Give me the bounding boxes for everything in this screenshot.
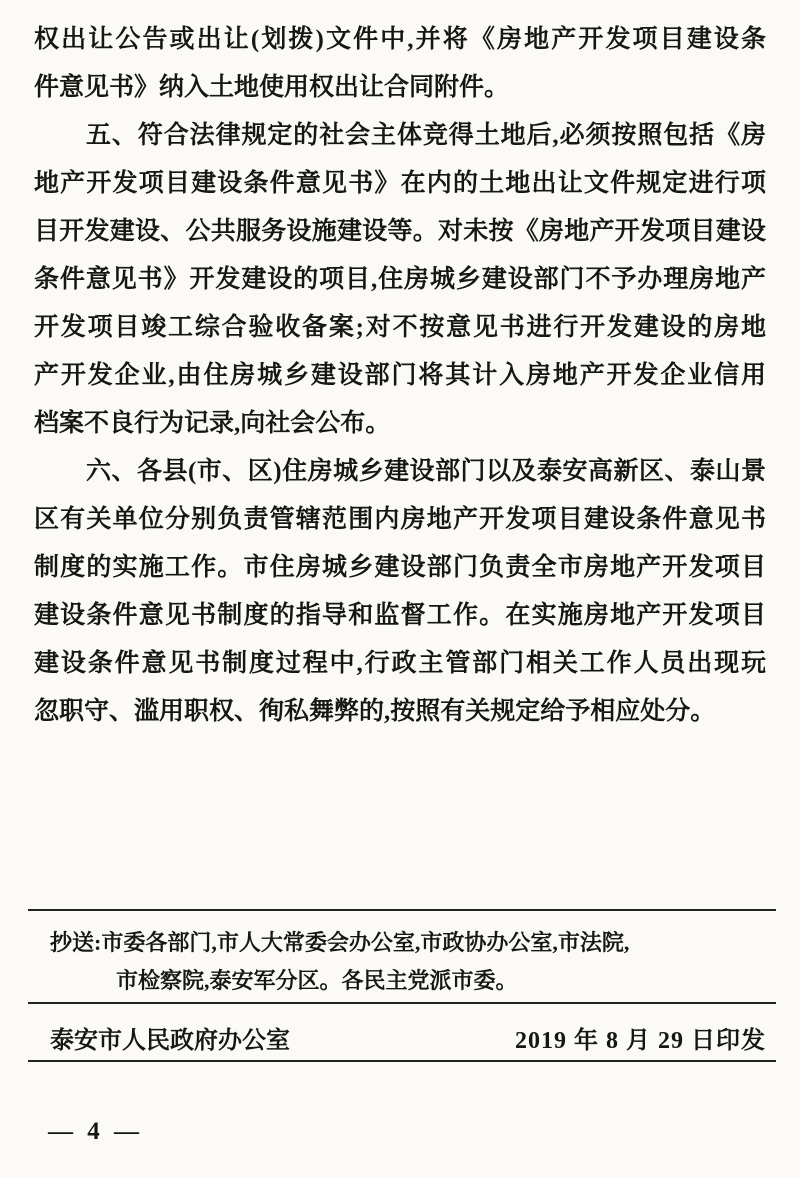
text-line: 产开发企业,由住房城乡建设部门将其计入房地产开发企业信用: [34, 362, 766, 389]
text-line: 件意见书》纳入土地使用权出让合同附件。: [34, 74, 510, 101]
text-line: 档案不良行为记录,向社会公布。: [34, 410, 391, 437]
text-line: 六、各县(市、区)住房城乡建设部门以及泰安高新区、泰山景: [86, 458, 766, 485]
print-date: 2019 年 8 月 29 日印发: [515, 1027, 766, 1054]
text-line: 五、符合法律规定的社会主体竞得土地后,必须按照包括《房: [86, 122, 766, 149]
text-line: 权出让公告或出让(划拨)文件中,并将《房地产开发项目建设条: [34, 26, 766, 53]
text-line: 区有关单位分别负责管辖范围内房地产开发项目建设条件意见书: [34, 506, 766, 533]
page-number: — 4 —: [48, 1118, 143, 1145]
text-line: 建设条件意见书制度的指导和监督工作。在实施房地产开发项目: [34, 602, 766, 629]
text-line: 条件意见书》开发建设的项目,住房城乡建设部门不予办理房地产: [34, 266, 766, 293]
cc-section-bottom-rule: [28, 1002, 776, 1004]
paragraph-continuation: [34, 16, 766, 112]
cc-section: [50, 924, 760, 1000]
issuer-row: [50, 1014, 766, 1060]
text-line: 建设条件意见书制度过程中,行政主管部门相关工作人员出现玩: [34, 650, 766, 677]
cc-line: 抄送:市委各部门,市人大常委会办公室,市政协办公室,市法院,: [50, 930, 630, 955]
cc-section-top-rule: [28, 909, 776, 911]
issuer-name: 泰安市人民政府办公室: [50, 1027, 290, 1054]
paragraph-item-6: [34, 448, 766, 736]
text-line: 地产开发项目建设条件意见书》在内的土地出让文件规定进行项: [34, 170, 766, 197]
paragraph-item-5: [34, 112, 766, 448]
document-body: [34, 16, 766, 736]
text-line: 制度的实施工作。市住房城乡建设部门负责全市房地产开发项目: [34, 554, 766, 581]
text-line: 忽职守、滥用职权、徇私舞弊的,按照有关规定给予相应处分。: [34, 698, 716, 725]
issuer-row-bottom-rule: [28, 1060, 776, 1062]
text-line: 目开发建设、公共服务设施建设等。对未按《房地产开发项目建设: [34, 218, 766, 245]
cc-line: 市检察院,泰安军分区。各民主党派市委。: [116, 968, 518, 993]
text-line: 开发项目竣工综合验收备案;对不按意见书进行开发建设的房地: [34, 314, 766, 341]
